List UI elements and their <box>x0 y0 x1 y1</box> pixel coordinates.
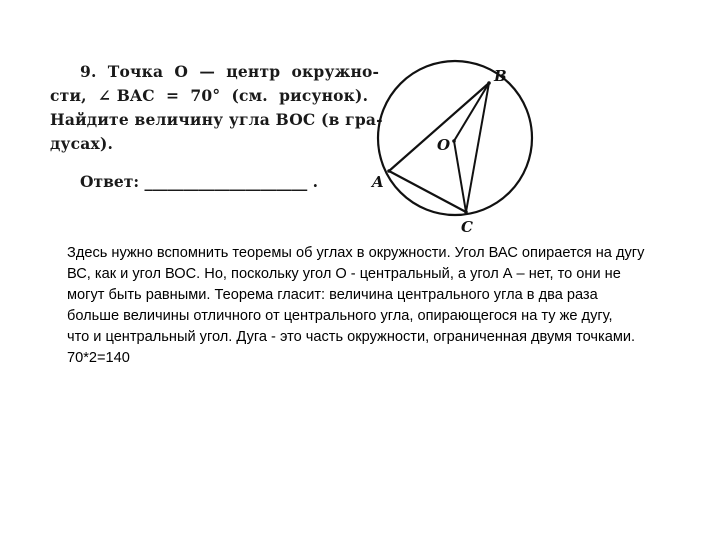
point-b <box>487 81 491 85</box>
problem-line-3: Найдите величину угла BOC (в гра- <box>50 110 383 129</box>
problem-line-1: 9. Точка O — центр окружно- <box>80 62 380 81</box>
segment-oc <box>454 141 466 212</box>
explanation-text <box>67 243 717 369</box>
point-o <box>452 139 456 143</box>
label-b: B <box>494 67 507 85</box>
problem-line-4: дусах). <box>50 134 114 153</box>
point-c <box>464 210 468 214</box>
answer-label: Ответ: _____________________ . <box>80 172 319 191</box>
explanation-line-2: ВС, как и угол ВОС. Но, поскольку угол О - центральный, а угол А – нет, то они не <box>67 266 621 282</box>
explanation-line-5: что и центральный угол. Дуга - это часть окружности, ограниченная двумя точками. <box>67 329 636 345</box>
explanation-line-3: могут быть равными. Теорема гласит: величина центрального угла в два раза <box>67 287 598 303</box>
explanation-line-4: больше величины отличного от центрального угла, опирающегося на ту же дугу, <box>67 308 613 324</box>
segment-ab <box>389 83 489 171</box>
label-c: C <box>461 218 473 236</box>
point-a <box>387 169 391 173</box>
label-o: O <box>437 136 451 154</box>
problem-line-2: сти, ∠ BAC = 70° (см. рисунок). <box>50 86 369 105</box>
label-a: A <box>372 173 384 191</box>
explanation-line-1: Здесь нужно вспомнить теоремы об углах в окружности. Угол ВАС опирается на дугу <box>67 245 645 261</box>
explanation-line-6: 70*2=140 <box>67 350 130 366</box>
